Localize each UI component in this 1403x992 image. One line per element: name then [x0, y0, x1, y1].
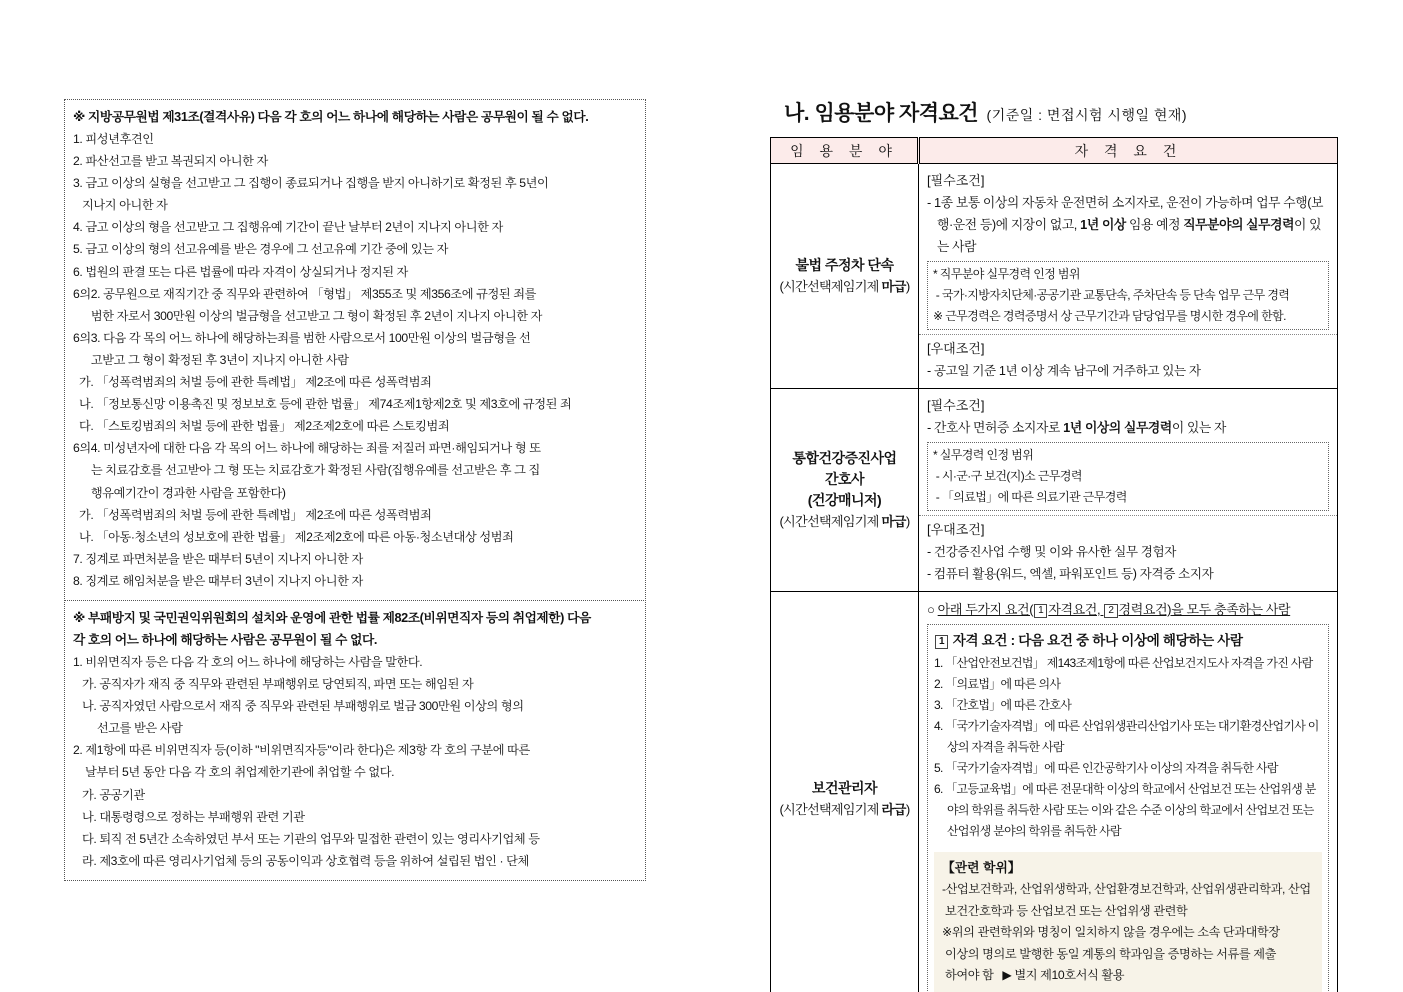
- note-line: * 직무분야 실무경력 인정 범위: [933, 267, 1080, 281]
- law-line: 1. 비위면직자 등은 다음 각 호의 어느 하나에 해당하는 사람을 말한다.: [73, 654, 423, 669]
- req-text: - 1종 보통 이상의 자동차 운전면허 소지자로, 운전이 가능하며 업무 수행(보행·운전 등)에 지장이 없고,: [927, 195, 1324, 232]
- qualification-item: 3. 「간호법」에 따른 간호사: [934, 698, 1072, 712]
- qualification-box-heading: [934, 629, 1322, 653]
- degree-line: -산업보건학과, 산업위생학과, 산업환경보건학과, 산업위생관리학과, 산업: [942, 882, 1311, 896]
- intro-text: 자격요건,: [1048, 602, 1104, 617]
- law-line: 다. 퇴직 전 5년간 소속하였던 부서 또는 기관의 업무와 밀접한 관련이 있는 영리사기업체 등: [73, 831, 540, 846]
- qualification-requirements-box: [927, 624, 1329, 992]
- note-line: ※ 근무경력은 경력증명서 상 근무기간과 담당업무를 명시한 경우에 한함.: [933, 309, 1286, 323]
- field-name: 불법 주정차 단속: [795, 257, 894, 273]
- law-box-article31-title: ※ 지방공무원법 제31조(결격사유) 다음 각 호의 어느 하나에 해당하는 사람은 공무원이 될 수 없다.: [73, 110, 589, 124]
- related-degrees-title: 【관련 학위】: [942, 860, 1021, 875]
- law-box-article31: [64, 99, 646, 601]
- required-paragraph: [927, 417, 1329, 439]
- law-line: 6의3. 다음 각 목의 어느 하나에 해당하는죄를 범한 사람으로서 100만원 이상의 벌금형을 선: [73, 330, 531, 345]
- grade-bold: 마급: [881, 514, 906, 529]
- grade-bold: 마급: [881, 279, 906, 294]
- preferred-lines: [927, 360, 1329, 382]
- preferred-label: [우대조건]: [927, 341, 985, 356]
- law-line: 가. 공공기관: [73, 787, 145, 802]
- law-line: 행유예기간이 경과한 사람을 포함한다): [73, 485, 286, 500]
- req-text: 이 있는 자: [1171, 420, 1227, 435]
- law-line: 6의4. 미성년자에 대한 다음 각 목의 어느 하나에 해당하는 죄를 저질러 파면·해임되거나 형 또: [73, 441, 541, 456]
- grade-suffix: ): [905, 279, 910, 294]
- note-line: - 시·군·구 보건(지)소 근무경력: [933, 469, 1082, 483]
- law-line: 가. 「성폭력범죄의 처벌 등에 관한 특례법」 제2조에 따른 성폭력범죄: [73, 507, 432, 522]
- header-requirement-column: 자 격 요 건: [919, 138, 1338, 164]
- experience-scope-note-box: [927, 261, 1329, 330]
- boxed-number-1: 1: [935, 635, 948, 649]
- qualification-item: 6. 「고등교육법」에 따른 전문대학 이상의 학교에서 산업보건 또는 산업위생 분야의 학위를 취득한 사람 또는 이와 같은 수준 이상의 학교에서 산업보건 또는 산업위생 분야의 학위를 취득한 사람: [934, 782, 1316, 838]
- requirement-cell-illegal-parking: [919, 164, 1338, 389]
- law-line: 가. 공직자가 재직 중 직무와 관련된 부패행위로 당연퇴직, 파면 또는 해임된 자: [73, 677, 474, 692]
- law-box-article82: [64, 600, 646, 881]
- required-label: [필수조건]: [927, 173, 985, 188]
- qualification-item: 5. 「국가기술자격법」에 따른 인간공학기사 이상의 자격을 취득한 사람: [934, 761, 1278, 775]
- law-line: 지나지 아니한 자: [73, 198, 168, 213]
- preferred-label: [우대조건]: [927, 522, 985, 537]
- qualification-item: 2. 「의료법」에 따른 의사: [934, 677, 1061, 691]
- field-grade: [773, 276, 916, 297]
- qualification-table: [770, 137, 1338, 992]
- boxed-number-2: 2: [1104, 604, 1117, 618]
- law-line: 가. 「성폭력범죄의 처벌 등에 관한 특례법」 제2조에 따른 성폭력범죄: [73, 375, 432, 390]
- field-grade: [773, 799, 916, 820]
- required-paragraph: [927, 192, 1329, 258]
- qualification-item: 1. 「산업안전보건법」 제143조제1항에 따른 산업보건지도사 자격을 가진 사람: [934, 656, 1313, 670]
- degree-line: 하여야 함 ▶ 별지 제10호서식 활용: [942, 968, 1125, 982]
- law-line: 5. 금고 이상의 형의 선고유예를 받은 경우에 그 선고유예 기간 중에 있는 자: [73, 242, 449, 257]
- requirement-cell-health-manager: [919, 592, 1338, 992]
- degree-line: 보건간호학과 등 산업보건 또는 산업위생 관련학: [942, 903, 1188, 918]
- law-box-article82-title-line1: ※ 부패방지 및 국민권익위원회의 설치와 운영에 관한 법률 제82조(비위면직자 등의 취업제한) 다음: [73, 610, 591, 625]
- section-title-row: [784, 97, 1338, 127]
- law-line: 다. 「스토킹범죄의 처벌 등에 관한 법률」 제2조제2호에 따른 스토킹범죄: [73, 419, 450, 434]
- grade-bold: 라급: [881, 802, 906, 818]
- law-line: 3. 금고 이상의 실형을 선고받고 그 집행이 종료되거나 집행을 받지 아니하기로 확정된 후 5년이: [73, 176, 549, 191]
- note-line: - 「의료법」에 따른 의료기관 근무경력: [933, 490, 1127, 504]
- law-line: 6. 법원의 판결 또는 다른 법률에 따라 자격이 상실되거나 정지된 자: [73, 264, 408, 279]
- experience-scope-note-box: [927, 442, 1329, 511]
- note-line: - 국가·지방자치단체·공공기관 교통단속, 주차단속 등 단속 업무 근무 경력: [933, 288, 1290, 302]
- law-line: 1. 피성년후견인: [73, 132, 154, 146]
- field-cell-illegal-parking: [771, 164, 919, 389]
- dotted-separator: [919, 515, 1337, 516]
- preferred-line: - 컴퓨터 활용(워드, 엑셀, 파워포인트 등) 자격증 소지자: [927, 567, 1214, 581]
- intro-text: 아래 두가지 요건(: [937, 602, 1034, 617]
- requirement-cell-health-nurse: [919, 389, 1338, 592]
- intro-bullet: ○: [927, 602, 938, 617]
- note-line: * 실무경력 인정 범위: [933, 448, 1034, 462]
- grade-suffix: ): [905, 802, 910, 818]
- right-page: [770, 97, 1338, 992]
- law-line: 나. 「아동·청소년의 성보호에 관한 법률」 제2조제2호에 따른 아동·청소년대상 성범죄: [73, 529, 514, 544]
- field-name: 간호사: [824, 471, 865, 487]
- req-bold: 직무분야의 실무경력: [1183, 217, 1295, 232]
- law-line: 나. 대통령령으로 정하는 부패행위 관련 기관: [73, 809, 305, 824]
- preferred-line: - 공고일 기준 1년 이상 계속 남구에 거주하고 있는 자: [927, 364, 1201, 378]
- field-grade: [773, 511, 916, 532]
- req-text: 임용 예정: [1125, 217, 1184, 232]
- table-row-health-nurse: [771, 389, 1338, 592]
- law-line: 4. 금고 이상의 형을 선고받고 그 집행유예 기간이 끝난 날부터 2년이 지나지 아니한 자: [73, 220, 503, 235]
- required-label: [필수조건]: [927, 398, 985, 413]
- law-line: 범한 자로서 300만원 이상의 벌금형을 선고받고 그 형이 확정된 후 2년이 지나지 아니한 자: [73, 308, 542, 323]
- related-degrees-lines: [942, 879, 1314, 987]
- req-text: 이 있는 사람: [937, 217, 1322, 254]
- law-line: 6의2. 공무원으로 재직기간 중 직무와 관련하여 「형법」 제355조 및 제356조에 규정된 죄를: [73, 286, 536, 301]
- law-box-article82-lines: [73, 651, 637, 872]
- degree-line: 이상의 명의로 발행한 동일 계통의 학과임을 증명하는 서류를 제출: [942, 946, 1276, 961]
- grade-prefix: (시간선택제임기제: [779, 514, 882, 529]
- degree-line: ※위의 관련학위와 명칭이 일치하지 않을 경우에는 소속 단과대학장: [942, 925, 1280, 939]
- table-header-row: [771, 138, 1338, 164]
- req-text: - 간호사 면허증 소지자로: [927, 420, 1064, 435]
- field-name: 보건관리자: [811, 780, 878, 797]
- dotted-separator: [919, 334, 1337, 335]
- intro-underlined: [938, 602, 1291, 617]
- grade-suffix: ): [905, 514, 910, 529]
- field-name: 통합건강증진사업: [792, 450, 897, 466]
- law-box-article82-title-line2: 각 호의 어느 하나에 해당하는 사람은 공무원이 될 수 없다.: [73, 632, 377, 647]
- left-page: [64, 99, 646, 881]
- preferred-line: - 건강증진사업 수행 및 이와 유사한 실무 경험자: [927, 545, 1177, 559]
- section-title: 나. 임용분야 자격요건: [784, 102, 979, 125]
- req-bold: 1년 이상의 실무경력: [1063, 420, 1172, 435]
- related-degrees-box: [934, 852, 1322, 992]
- field-cell-health-manager: [771, 592, 919, 992]
- header-field-column: 임 용 분 야: [771, 138, 919, 164]
- law-line: 라. 제3호에 따른 영리사기업체 등의 공동이익과 상호협력 등을 위하여 설립된 법인 · 단체: [73, 853, 529, 868]
- law-line: 8. 징계로 해임처분을 받은 때부터 3년이 지나지 아니한 자: [73, 573, 363, 588]
- law-line: 7. 징계로 파면처분을 받은 때부터 5년이 지나지 아니한 자: [73, 551, 363, 566]
- law-line: 2. 파산선고를 받고 복권되지 아니한 자: [73, 154, 268, 169]
- law-line: 나. 「정보통신망 이용촉진 및 정보보호 등에 관한 법률」 제74조제1항제2호 및 제3호에 규정된 죄: [73, 397, 572, 412]
- grade-prefix: (시간선택제임기제: [779, 279, 882, 294]
- table-row-illegal-parking: [771, 164, 1338, 389]
- law-line: 는 치료감호를 선고받아 그 형 또는 치료감호가 확정된 사람(집행유예를 선고받은 후 그 집: [73, 463, 540, 478]
- law-line: 나. 공직자였던 사람으로서 재직 중 직무와 관련된 부패행위로 벌금 300만원 이상의 형의: [73, 699, 524, 714]
- field-name: (건강매니저): [807, 492, 882, 508]
- grade-prefix: (시간선택제임기제: [779, 802, 882, 818]
- preferred-lines: [927, 541, 1329, 585]
- law-box-article31-lines: [73, 128, 637, 592]
- qualification-item: 4. 「국가기술자격법」에 따른 산업위생관리산업기사 또는 대기환경산업기사 이상의 자격을 취득한 사람: [934, 719, 1319, 754]
- req-bold: 1년 이상: [1080, 217, 1126, 232]
- intro-text: 경력요건)을 모두 충족하는 사람: [1118, 602, 1291, 617]
- boxed-number-1: 1: [1034, 604, 1047, 618]
- qualification-items: [934, 653, 1322, 842]
- dual-requirement-intro: [927, 598, 1329, 621]
- section-title-note: (기준일 : 면접시험 시행일 현재): [986, 107, 1188, 123]
- law-line: 날부터 5년 동안 다음 각 호의 취업제한기관에 취업할 수 없다.: [73, 765, 395, 780]
- qualification-heading-text: 자격 요건 : 다음 요건 중 하나 이상에 해당하는 사람: [949, 633, 1243, 648]
- field-cell-health-nurse: [771, 389, 919, 592]
- table-row-health-manager: [771, 592, 1338, 992]
- law-line: 선고를 받은 사람: [73, 721, 183, 736]
- law-line: 2. 제1항에 따른 비위면직자 등(이하 "비위면직자등"이라 한다)은 제3항 각 호의 구분에 따른: [73, 743, 530, 758]
- law-line: 고받고 그 형이 확정된 후 3년이 지나지 아니한 사람: [73, 352, 349, 367]
